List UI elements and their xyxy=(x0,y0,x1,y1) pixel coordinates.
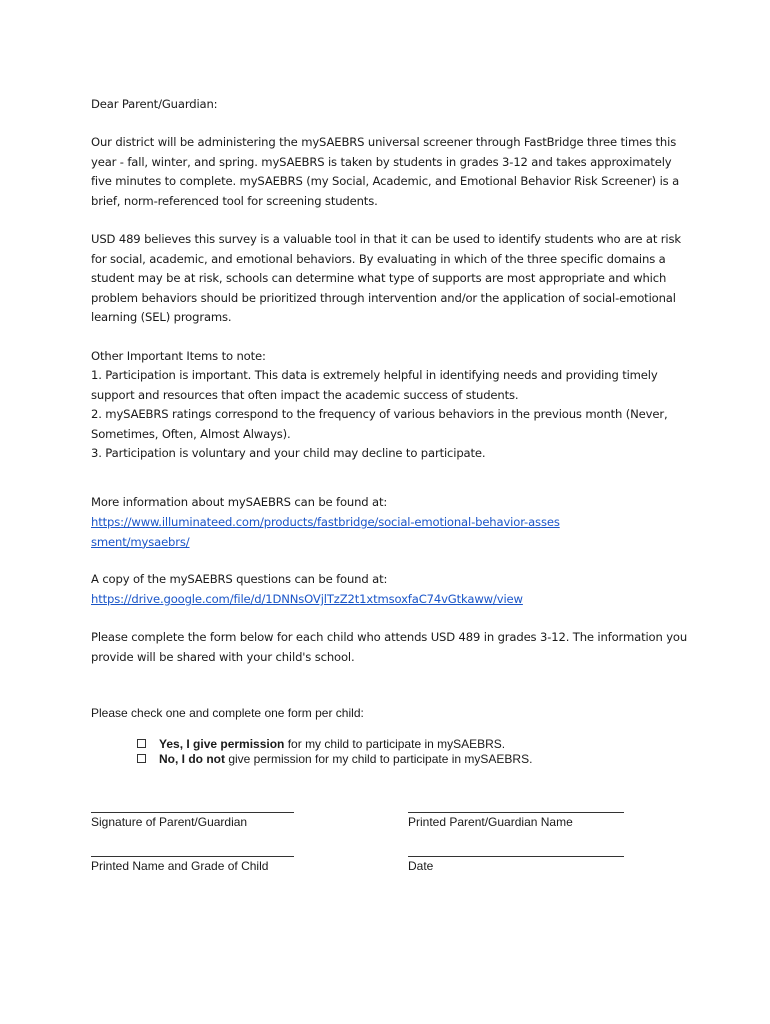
note-2: 2. mySAEBRS ratings correspond to the frequency of various behaviors in the previous month (Never, Sometimes, Often, Almost Always). xyxy=(91,407,668,441)
option-no-bold: No, I do not xyxy=(159,752,225,766)
printed-child-label: Printed Name and Grade of Child xyxy=(91,859,269,873)
signature-line-parent[interactable] xyxy=(91,812,294,813)
more-info-text: More information about mySAEBRS can be found at: xyxy=(91,495,388,509)
date-line[interactable] xyxy=(408,856,624,857)
copy-paragraph xyxy=(91,590,691,610)
option-no xyxy=(137,752,532,767)
option-yes-rest: for my child to participate in mySAEBRS. xyxy=(284,737,506,751)
checkbox-yes[interactable] xyxy=(137,739,146,748)
questions-link[interactable]: https://drive.google.com/file/d/1DNNsOVjlTzZ2t1xtmsoxfaC74vGtkaww/view xyxy=(91,592,523,606)
signature-parent-label: Signature of Parent/Guardian xyxy=(91,815,248,829)
more-info-link[interactable]: https://www.illuminateed.com/products/fastbridge/social-emotional-behavior-assessment/mysaebrs/ xyxy=(91,515,560,549)
form-instruction: Please check one and complete one form per child: xyxy=(91,706,364,720)
paragraph-purpose: USD 489 believes this survey is a valuable tool in that it can be used to identify students who are at risk for social, academic, and emotional behaviors. By evaluating in which of the three specific domains a student may be at risk, schools can determine what type of supports are most appropriate and which problem behaviors should be prioritized through intervention and/or the application of social-emotional learning (SEL) programs. xyxy=(91,232,681,325)
notes-heading: Other Important Items to note: xyxy=(91,349,266,363)
note-1: 1. Participation is important. This data is extremely helpful in identifying needs and providing timely support and resources that often impact the academic success of students. xyxy=(91,368,658,402)
paragraph-intro: Our district will be administering the mySAEBRS universal screener through FastBridge three times this year - fall, winter, and spring. mySAEBRS is taken by students in grades 3-12 and takes approximately five minutes to complete. mySAEBRS (my Social, Academic, and Emotional Behavior Risk Screener) is a brief, norm-referenced tool for screening students. xyxy=(91,135,680,208)
printed-parent-label: Printed Parent/Guardian Name xyxy=(408,815,573,829)
copy-text: A copy of the mySAEBRS questions can be found at: xyxy=(91,572,388,586)
date-label: Date xyxy=(408,859,434,873)
option-no-rest: give permission for my child to participate in mySAEBRS. xyxy=(224,752,533,766)
option-yes xyxy=(137,737,505,752)
complete-instructions: Please complete the form below for each child who attends USD 489 in grades 3-12. The information you provide will be shared with your child's school. xyxy=(91,630,688,664)
note-3: 3. Participation is voluntary and your child may decline to participate. xyxy=(91,446,486,460)
printed-child-line[interactable] xyxy=(91,856,294,857)
option-yes-bold: Yes, I give permission xyxy=(159,737,285,751)
greeting: Dear Parent/Guardian: xyxy=(91,97,218,111)
printed-parent-line[interactable] xyxy=(408,812,624,813)
more-info-paragraph xyxy=(91,513,561,552)
checkbox-no[interactable] xyxy=(137,754,146,763)
